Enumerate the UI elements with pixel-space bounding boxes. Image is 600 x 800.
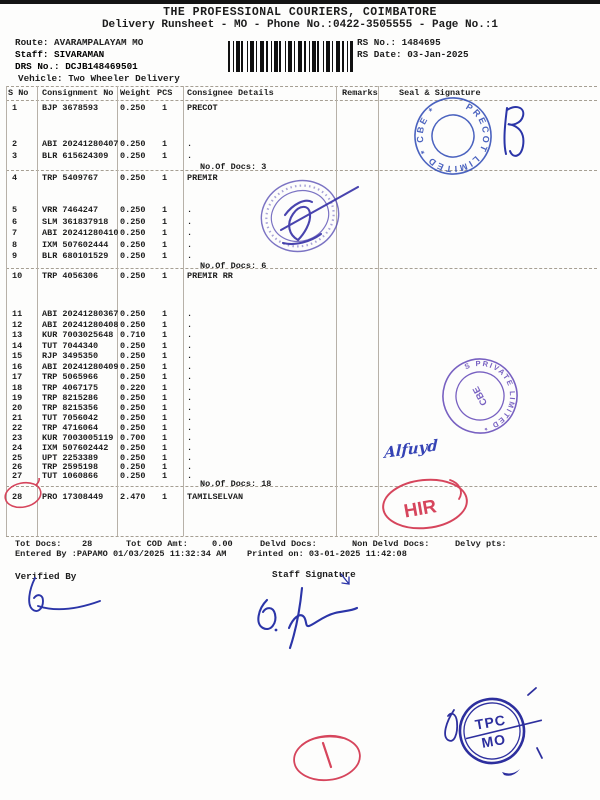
handwritten-name: Alfuyd — [383, 436, 438, 462]
rs-number-line: RS No.: 1484695 — [357, 37, 441, 48]
table-row: 24 IXM 507602442 0.250 1 . — [12, 443, 193, 453]
col-header-seal: Seal & Signature — [399, 88, 481, 98]
col-header-pcs: PCS — [157, 88, 173, 98]
tot-docs-label: Tot Docs: — [15, 539, 62, 549]
entered-by-line: Entered By :PAPAMO 01/03/2025 11:32:34 AM — [15, 549, 227, 559]
scan-top-edge — [0, 0, 600, 4]
table-row: 23 KUR 7003005119 0.700 1 . — [12, 433, 193, 443]
table-row: 8 IXM 507602444 0.250 1 . — [12, 240, 193, 250]
col-header-weight: Weight — [120, 88, 151, 98]
precot-limited-stamp — [398, 84, 510, 188]
col-header-consignee: Consignee Details — [187, 88, 274, 98]
table-row: 19 TRP 8215286 0.250 1 . — [12, 393, 193, 403]
table-row: 15 RJP 3495350 0.250 1 . — [12, 351, 193, 361]
table-bottom-border — [6, 536, 597, 537]
svg-text:PRECOT LIMITED * CBE * — [403, 86, 504, 187]
verified-by-signature — [10, 570, 110, 620]
table-row: 14 TUT 7044340 0.250 1 . — [12, 341, 193, 351]
delvd-docs-label: Delvd Docs: — [260, 539, 317, 549]
staff-signature-ink — [245, 566, 375, 656]
table-row: 27 TUT 1060866 0.250 1 . — [12, 471, 193, 481]
verified-by-label: Verified By — [15, 571, 77, 582]
staff-signature-label: Staff Signature — [272, 569, 356, 580]
table-row: 17 TRP 5065966 0.250 1 . — [12, 372, 193, 382]
rs-date-line: RS Date: 03-Jan-2025 — [357, 49, 469, 60]
hir-red-annotation — [380, 472, 475, 534]
col-header-remarks: Remarks — [342, 88, 378, 98]
table-row: 4 TRP 5409767 0.250 1 PREMIR — [12, 173, 218, 183]
delvy-pts-label: Delvy pts: — [455, 539, 507, 549]
col-header-consignment: Consignment No — [42, 88, 114, 98]
staff-line: Staff: SIVARAMAN — [15, 49, 105, 60]
table-row: 3 BLR 615624309 0.250 1 . — [12, 151, 193, 161]
precot-ring-text: PRECOT LIMITED * CBE * — [414, 101, 492, 175]
premir-seal-stamp — [252, 176, 364, 268]
consignee-initial-signature — [495, 100, 545, 170]
svg-text:S PRIVATE LIMITED * — [450, 354, 528, 435]
table-row: 2 ABI 20241280407 0.250 1 . — [12, 139, 193, 149]
doc-count-line: No.Of Docs: 6 — [200, 261, 267, 271]
private-limited-cbe-stamp — [438, 354, 528, 444]
table-row: 16 ABI 20241280409 0.250 1 . — [12, 362, 193, 372]
group-divider-3 — [6, 486, 597, 487]
tpc-text: TPC — [473, 711, 508, 733]
table-row: 1 BJP 3678593 0.250 1 PRECOT — [12, 103, 218, 113]
table-row: 22 TRP 4716064 0.250 1 . — [12, 423, 193, 433]
drs-number-line: DRS No.: DCJB148469501 — [15, 61, 138, 72]
doc-count-line: No.Of Docs: 18 — [200, 479, 272, 489]
row28-red-circle — [2, 478, 48, 512]
table-row: 20 TRP 8215356 0.250 1 . — [12, 403, 193, 413]
hir-text: HIR — [402, 496, 439, 523]
private-center-text: CBE — [470, 384, 491, 408]
group-divider-2 — [6, 268, 597, 269]
table-row: 6 SLM 361837918 0.250 1 . — [12, 217, 193, 227]
tpc-mo-stamp — [440, 680, 560, 790]
col-header-sno: S No — [8, 88, 29, 98]
table-row: 26 TRP 2595198 0.250 1 . — [12, 462, 193, 472]
company-title: THE PROFESSIONAL COURIERS, COIMBATORE — [163, 6, 437, 19]
table-row: 18 TRP 4067175 0.220 1 . — [12, 383, 193, 393]
tot-cod-value: 0.00 — [212, 539, 233, 549]
table-row: 9 BLR 680101529 0.250 1 . — [12, 251, 193, 261]
red-check-circle — [290, 730, 370, 786]
doc-count-line: No.Of Docs: 3 — [200, 162, 267, 172]
tot-cod-label: Tot COD Amt: — [126, 539, 188, 549]
printed-on-line: Printed on: 03-01-2025 11:42:08 — [247, 549, 407, 559]
mo-text: MO — [480, 730, 508, 751]
non-delvd-docs-label: Non Delvd Docs: — [352, 539, 430, 549]
table-row: 25 UPT 2253389 0.250 1 . — [12, 453, 193, 463]
table-row: 5 VRR 7464247 0.250 1 . — [12, 205, 193, 215]
table-row: 28 PRO 17308449 2.470 1 TAMILSELVAN — [12, 492, 244, 502]
rs-barcode — [228, 41, 353, 72]
label-arrow — [341, 574, 349, 584]
table-row: 21 TUT 7056042 0.250 1 . — [12, 413, 193, 423]
runsheet-subtitle: Delivery Runsheet - MO - Phone No.:0422-3505555 - Page No.:1 — [101, 19, 499, 31]
table-row: 7 ABI 20241280410 0.250 1 . — [12, 228, 193, 238]
private-ring-text: S PRIVATE LIMITED * — [463, 358, 518, 433]
vehicle-line: Vehicle: Two Wheeler Delivery — [18, 73, 180, 84]
tot-docs-value: 28 — [82, 539, 93, 549]
table-row: 13 KUR 7003025648 0.710 1 . — [12, 330, 193, 340]
route-line: Route: AVARAMPALAYAM MO — [15, 37, 144, 48]
table-row: 11 ABI 20241280367 0.250 1 . — [12, 309, 193, 319]
table-row: 12 ABI 20241280408 0.250 1 . — [12, 320, 193, 330]
table-row: 10 TRP 4056306 0.250 1 PREMIR RR — [12, 271, 233, 281]
